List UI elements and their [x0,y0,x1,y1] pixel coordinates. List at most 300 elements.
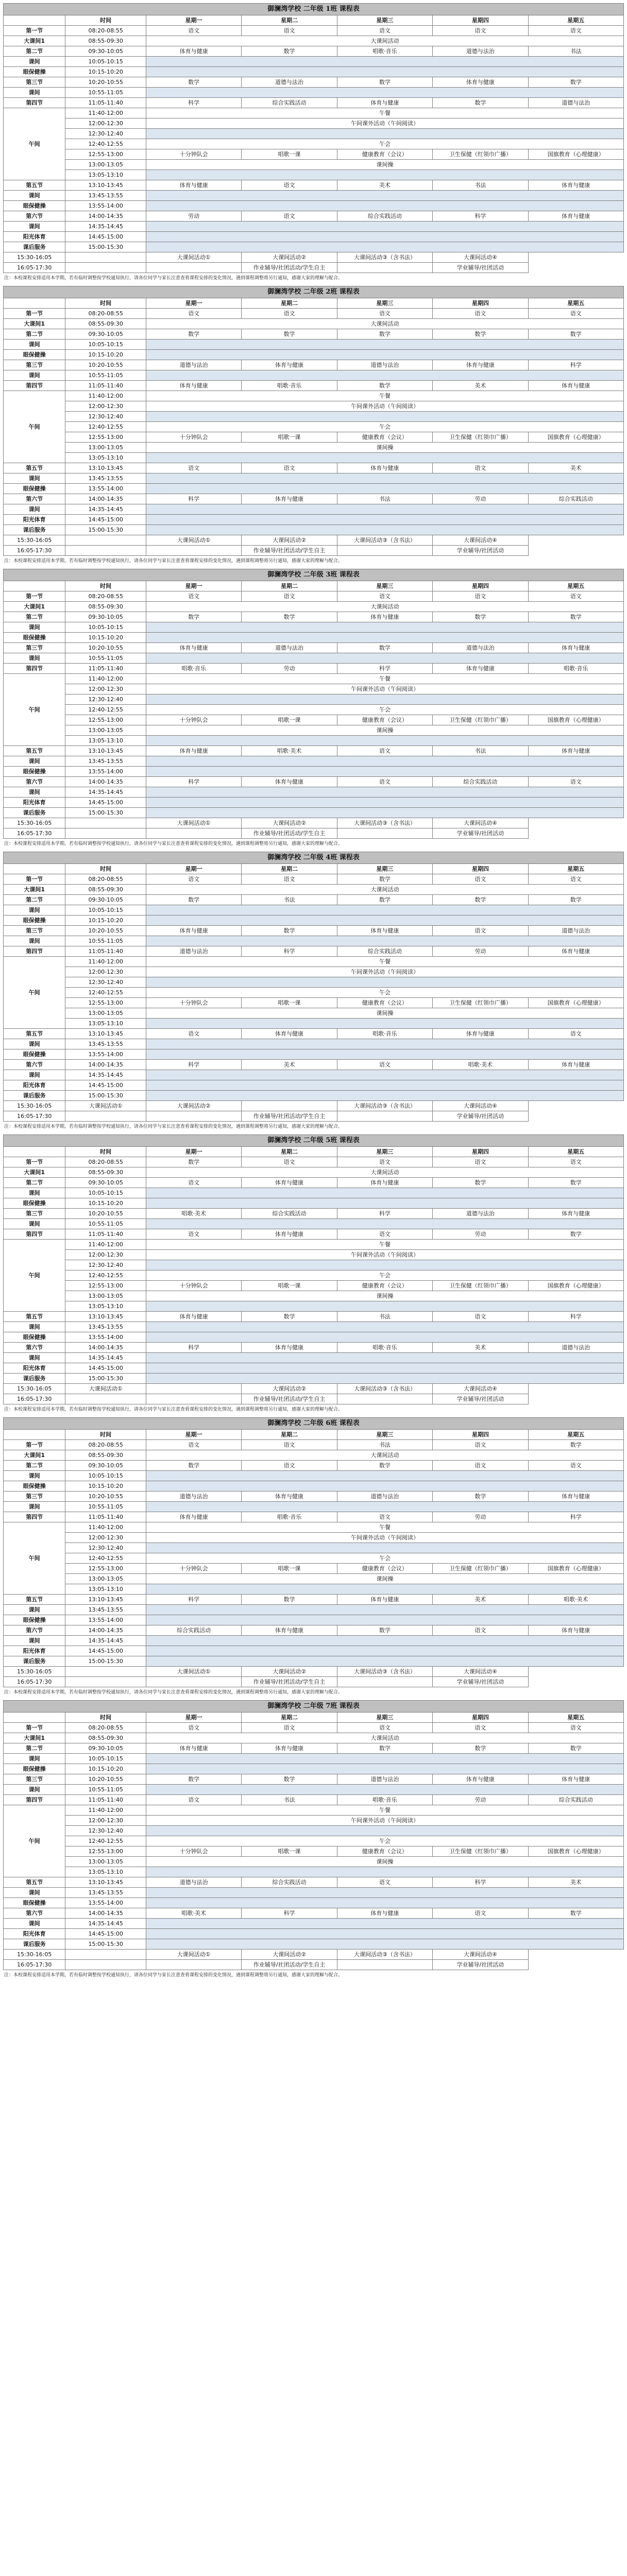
subject-cell-fri: 国旗教育（心理健康） [528,432,623,443]
timetable-grid [3,1417,624,1687]
period-time: 14:35-14:45 [65,1636,146,1646]
period-label: 第二节 [4,46,65,57]
subject-cell-wed: 数学 [337,381,432,391]
subject-cell-thu: 道德与法治 [433,643,528,653]
period-time: 13:00-13:05 [65,1574,146,1584]
period-time: 10:15-10:20 [65,1764,146,1774]
period-label: 课间 [4,222,65,232]
subject-cell-mon: 数学 [146,1774,241,1785]
period-label: 课间 [4,1219,65,1229]
header-time: 时间 [65,581,146,591]
class-timetable [3,3,624,281]
period-label: 眼保健操 [4,1481,65,1492]
merged-activity-cell: 课间操 [146,1008,623,1019]
title-row [4,1701,624,1713]
timetable-title: 御澜湾学校 二年级 7班 课程表 [4,1701,624,1713]
subject-cell-mon: 数学 [146,895,241,905]
class-timetable [3,1134,624,1412]
table-row [4,1091,624,1101]
period-time: 09:30-10:05 [65,895,146,905]
period-time: 11:05-11:40 [65,381,146,391]
subject-cell-thu: 卫生保健（红领巾广播） [433,998,528,1008]
merged-activity-cell: 午餐 [146,1805,623,1816]
table-row [4,1939,624,1950]
table-row [4,1008,624,1019]
break-band [146,1481,623,1492]
title-row [4,286,624,298]
subject-cell-tue [146,1111,241,1122]
period-time: 10:05-10:15 [65,1471,146,1481]
table-row [4,1625,624,1636]
period-time: 13:00-13:05 [65,725,146,736]
subject-cell-fri: 大课间活动④ [433,1667,528,1677]
period-time: 13:55-14:00 [65,767,146,777]
table-row [4,725,624,736]
period-label: 第三节 [4,926,65,936]
subject-cell-fri: 国旗教育（心理健康） [528,998,623,1008]
subject-cell-tue: 体育与健康 [242,1743,337,1754]
period-label: 阳光体育 [4,1646,65,1656]
table-row [4,443,624,453]
subject-cell-thu: 语文 [433,874,528,885]
table-row [4,88,624,98]
period-time: 14:35-14:45 [65,1070,146,1080]
period-time: 08:55-09:30 [65,1167,146,1178]
merged-activity-cell: 大课间活动 [146,1733,623,1743]
table-row [4,1877,624,1888]
period-time: 08:20-08:55 [65,309,146,319]
subject-cell-wed: 数学 [337,1625,432,1636]
break-band [146,1939,623,1950]
period-label: 大课间1 [4,319,65,329]
break-band [146,1584,623,1595]
subject-cell-mon: 语文 [146,1178,241,1188]
merged-activity-cell: 午间课外活动（午间阅读） [146,684,623,694]
period-time: 15:30-16:05 [4,535,65,546]
header-corner [4,298,65,309]
table-row [4,118,624,129]
table-row [4,1743,624,1754]
subject-cell-mon: 十分钟队会 [146,1564,241,1574]
subject-cell-fri: 综合实践活动 [528,494,623,504]
header-mon: 星期一 [146,864,241,874]
subject-cell-fri: 语文 [528,591,623,602]
table-row [4,1754,624,1764]
break-band [146,1898,623,1908]
table-row [4,1816,624,1826]
period-time: 12:30-12:40 [65,1543,146,1553]
subject-cell-wed: 语文 [337,1229,432,1240]
period-time: 14:35-14:45 [65,222,146,232]
subject-cell-mon: 体育与健康 [146,746,241,756]
period-time: 13:05-13:10 [65,453,146,463]
period-time: 12:00-12:30 [65,967,146,977]
period-time: 10:15-10:20 [65,1481,146,1492]
period-label: 课间 [4,340,65,350]
subject-cell-tue: 体育与健康 [242,1343,337,1353]
subject-cell-thu: 语文 [433,926,528,936]
period-time: 09:30-10:05 [65,329,146,340]
period-time: 13:55-14:00 [65,1332,146,1343]
table-row [4,591,624,602]
table-row [4,422,624,432]
subject-cell-tue: 数学 [242,926,337,936]
table-row [4,1826,624,1836]
period-label: 第三节 [4,1209,65,1219]
table-row [4,201,624,211]
subject-cell-mon: 十分钟队会 [146,432,241,443]
break-band [146,232,623,242]
period-time: 10:15-10:20 [65,916,146,926]
subject-cell-thu: 劳动 [433,494,528,504]
period-time: 15:30-16:05 [4,818,65,828]
merged-activity-cell: 午间课外活动（午间阅读） [146,1816,623,1826]
break-band [146,798,623,808]
period-label: 课间 [4,88,65,98]
table-row [4,643,624,653]
subject-cell-thu: 大课间活动③（含书法） [337,1101,432,1111]
header-corner [4,15,65,26]
subject-cell-wed: 作业辅导/社团活动/学生自主 [242,1960,337,1970]
merged-activity-cell: 大课间活动 [146,36,623,46]
period-label: 课后服务 [4,808,65,818]
subject-cell-tue: 唱歌一课 [242,1281,337,1291]
header-corner [4,1713,65,1723]
break-band [146,1091,623,1101]
table-row [4,1615,624,1625]
subject-cell-mon: 十分钟队会 [146,998,241,1008]
subject-cell-mon [65,263,146,273]
break-band [146,191,623,201]
table-row [4,1332,624,1343]
period-time: 11:40-12:00 [65,1805,146,1816]
period-label: 第六节 [4,211,65,222]
subject-cell-tue: 体育与健康 [242,360,337,370]
period-time: 16:05-17:30 [4,1677,65,1687]
table-row [4,36,624,46]
subject-cell-fri: 体育与健康 [528,1774,623,1785]
table-row [4,1553,624,1564]
table-row [4,360,624,370]
header-thu: 星期四 [433,1713,528,1723]
break-band [146,1646,623,1656]
subject-cell-wed: 体育与健康 [337,926,432,936]
table-row [4,1846,624,1857]
footer-note: 注：本校课程安排适用本学期，若有临时调整按学校通知执行，请各位同学与家长注意查看课程安排的变化情况，遇到课程调整将另行通知，感谢大家的理解与配合。 [4,1973,343,1978]
period-label: 第三节 [4,1774,65,1785]
period-label: 课间 [4,905,65,916]
table-row [4,412,624,422]
period-time: 13:10-13:45 [65,1029,146,1039]
period-label: 第二节 [4,895,65,905]
break-band [146,1471,623,1481]
break-band [146,1363,623,1374]
period-label: 课间 [4,370,65,381]
subject-cell-mon [65,1960,146,1970]
period-time: 14:45-15:00 [65,1929,146,1939]
period-time: 12:40-12:55 [65,988,146,998]
subject-cell-fri: 综合实践活动 [528,1795,623,1805]
period-time: 14:35-14:45 [65,1919,146,1929]
subject-cell-fri: 学业辅导/社团活动 [433,1960,528,1970]
merged-activity-cell: 课间操 [146,1291,623,1301]
period-label: 课后服务 [4,1656,65,1667]
merged-activity-cell: 课间操 [146,160,623,170]
table-row [4,705,624,715]
subject-cell-mon [65,1950,146,1960]
header-wed: 星期三 [337,1147,432,1157]
period-label: 第四节 [4,1795,65,1805]
subject-cell-fri: 道德与法治 [528,1343,623,1353]
table-row [4,1250,624,1260]
table-row [4,309,624,319]
period-time: 12:30-12:40 [65,412,146,422]
subject-cell-wed: 数学 [337,874,432,885]
period-label: 眼保健操 [4,767,65,777]
footer-note: 注：本校课程安排适用本学期，若有临时调整按学校通知执行，请各位同学与家长注意查看课程安排的变化情况，遇到课程调整将另行通知，感谢大家的理解与配合。 [4,841,343,846]
subject-cell-mon [65,1111,146,1122]
table-row [4,211,624,222]
subject-cell-tue: 语文 [242,591,337,602]
period-label: 第五节 [4,1877,65,1888]
subject-cell-tue [146,1960,241,1970]
period-time: 12:40-12:55 [65,422,146,432]
table-row [4,1584,624,1595]
subject-cell-wed: 语文 [337,26,432,36]
subject-cell-tue: 综合实践活动 [242,98,337,108]
break-band [146,67,623,77]
subject-cell-mon: 大课间活动① [65,1101,146,1111]
period-label: 第五节 [4,180,65,191]
subject-cell-mon: 唱歌·音乐 [146,664,241,674]
subject-cell-fri: 体育与健康 [528,211,623,222]
period-label: 第四节 [4,946,65,957]
subject-cell-fri: 学业辅导/社团活动 [433,263,528,273]
table-row [4,957,624,967]
period-time: 13:10-13:45 [65,463,146,473]
break-band [146,1754,623,1764]
subject-cell-mon: 十分钟队会 [146,149,241,160]
subject-cell-thu: 体育与健康 [433,360,528,370]
table-row [4,98,624,108]
subject-cell-wed: 大课间活动② [242,818,337,828]
header-tue: 星期二 [242,1430,337,1440]
period-time: 10:05-10:15 [65,57,146,67]
period-label: 午间 [4,1240,65,1312]
subject-cell-wed [242,1101,337,1111]
table-row [4,535,624,546]
period-time: 12:55-13:00 [65,715,146,725]
period-time: 11:40-12:00 [65,674,146,684]
merged-activity-cell: 午间课外活动（午间阅读） [146,1533,623,1543]
period-time: 10:15-10:20 [65,1198,146,1209]
period-label: 阳光体育 [4,798,65,808]
merged-activity-cell: 课间操 [146,725,623,736]
period-label: 午间 [4,957,65,1029]
subject-cell-wed: 语文 [337,1512,432,1522]
period-time: 12:40-12:55 [65,1270,146,1281]
subject-cell-tue: 体育与健康 [242,1178,337,1188]
subject-cell-thu: 数学 [433,329,528,340]
timetable-title: 御澜湾学校 二年级 4班 课程表 [4,852,624,864]
break-band [146,1039,623,1049]
period-time: 13:55-14:00 [65,1898,146,1908]
subject-cell-fri: 书法 [528,46,623,57]
subject-cell-tue: 体育与健康 [242,1229,337,1240]
subject-cell-thu: 科学 [433,1877,528,1888]
subject-cell-mon [65,818,146,828]
merged-activity-cell: 午间课外活动（午间阅读） [146,967,623,977]
header-fri: 星期五 [528,581,623,591]
table-row [4,1167,624,1178]
table-row [4,895,624,905]
period-label: 大课间1 [4,1450,65,1461]
subject-cell-thu: 大课间活动③（含书法） [337,818,432,828]
header-mon: 星期一 [146,15,241,26]
period-label: 课间 [4,57,65,67]
table-row [4,1656,624,1667]
subject-cell-fri: 大课间活动④ [433,1950,528,1960]
break-band [146,222,623,232]
merged-activity-cell: 午会 [146,1553,623,1564]
subject-cell-thu: 数学 [433,895,528,905]
subject-cell-wed: 大课间活动② [242,535,337,546]
merged-activity-cell: 午餐 [146,1240,623,1250]
subject-cell-mon: 语文 [146,1440,241,1450]
period-time: 15:00-15:30 [65,1091,146,1101]
subject-cell-wed: 健康教育（会议） [337,1564,432,1574]
subject-cell-wed: 健康教育（会议） [337,149,432,160]
subject-cell-tue [146,1394,241,1404]
subject-cell-mon: 道德与法治 [146,1877,241,1888]
period-time: 13:05-13:10 [65,1867,146,1877]
table-row [4,1157,624,1167]
subject-cell-fri: 美术 [528,1877,623,1888]
period-label: 第三节 [4,77,65,88]
table-row [4,77,624,88]
subject-cell-wed: 科学 [337,1209,432,1219]
subject-cell-thu: 大课间活动③（含书法） [337,1667,432,1677]
subject-cell-thu: 语文 [433,1908,528,1919]
subject-cell-mon: 体育与健康 [146,180,241,191]
subject-cell-tue: 唱歌·音乐 [242,1512,337,1522]
table-row [4,874,624,885]
header-mon: 星期一 [146,1713,241,1723]
break-band [146,170,623,180]
period-time: 09:30-10:05 [65,46,146,57]
subject-cell-mon: 大课间活动① [65,1384,146,1394]
period-time: 14:00-14:35 [65,1625,146,1636]
subject-cell-tue: 劳动 [242,664,337,674]
period-label: 午间 [4,108,65,180]
subject-cell-wed: 语文 [337,746,432,756]
table-row [4,746,624,756]
table-row [4,1533,624,1543]
subject-cell-fri: 学业辅导/社团活动 [433,1677,528,1687]
subject-cell-wed: 数学 [337,643,432,653]
footer-note: 注：本校课程安排适用本学期，若有临时调整按学校通知执行，请各位同学与家长注意查看课程安排的变化情况，遇到课程调整将另行通知，感谢大家的理解与配合。 [4,276,343,281]
period-label: 阳光体育 [4,1363,65,1374]
header-time: 时间 [65,1713,146,1723]
period-time: 08:20-08:55 [65,1157,146,1167]
period-time: 13:00-13:05 [65,1857,146,1867]
table-row [4,818,624,828]
subject-cell-mon: 体育与健康 [146,643,241,653]
subject-cell-thu: 语文 [433,1312,528,1322]
period-label: 第五节 [4,1312,65,1322]
class-timetable [3,852,624,1129]
period-label: 课间 [4,1039,65,1049]
subject-cell-mon: 语文 [146,26,241,36]
table-row [4,319,624,329]
break-band [146,1867,623,1877]
table-row [4,1733,624,1743]
subject-cell-mon: 体育与健康 [146,926,241,936]
period-label: 第二节 [4,1178,65,1188]
subject-cell-mon: 科学 [146,98,241,108]
subject-cell-tue [146,263,241,273]
subject-cell-thu: 体育与健康 [433,1029,528,1039]
period-label: 课间 [4,1605,65,1615]
header-wed: 星期三 [337,298,432,309]
header-wed: 星期三 [337,15,432,26]
period-label: 课间 [4,1785,65,1795]
subject-cell-thu: 数学 [433,1743,528,1754]
header-wed: 星期三 [337,1430,432,1440]
subject-cell-wed: 作业辅导/社团活动/学生自主 [242,1111,337,1122]
header-time: 时间 [65,1430,146,1440]
period-time: 13:55-14:00 [65,201,146,211]
subject-cell-tue: 语文 [242,180,337,191]
period-label: 课间 [4,504,65,515]
subject-cell-thu: 劳动 [433,946,528,957]
period-time: 16:05-17:30 [4,1394,65,1404]
subject-cell-fri: 科学 [528,1312,623,1322]
subject-cell-tue: 道德与法治 [242,77,337,88]
subject-cell-mon: 数学 [146,612,241,622]
subject-cell-mon [65,252,146,263]
period-label: 第一节 [4,874,65,885]
subject-cell-tue: 语文 [242,26,337,36]
subject-cell-wed: 语文 [337,1877,432,1888]
subject-cell-wed: 健康教育（会议） [337,1846,432,1857]
break-band [146,1929,623,1939]
period-time: 13:00-13:05 [65,160,146,170]
subject-cell-mon: 语文 [146,1723,241,1733]
subject-cell-thu: 唱歌·美术 [433,1060,528,1070]
table-row [4,1888,624,1898]
subject-cell-mon: 体育与健康 [146,381,241,391]
subject-cell-fri: 语文 [528,1157,623,1167]
table-row [4,653,624,664]
break-band [146,57,623,67]
break-band [146,1374,623,1384]
period-time: 08:20-08:55 [65,26,146,36]
period-time: 08:20-08:55 [65,1723,146,1733]
subject-cell-thu: 大课间活动③（含书法） [337,535,432,546]
period-time: 10:15-10:20 [65,350,146,360]
break-band [146,1919,623,1929]
period-time: 08:55-09:30 [65,319,146,329]
table-row [4,828,624,839]
period-time: 09:30-10:05 [65,1743,146,1754]
period-time: 14:45-15:00 [65,1363,146,1374]
period-time: 10:15-10:20 [65,633,146,643]
header-thu: 星期四 [433,298,528,309]
subject-cell-thu: 体育与健康 [433,1774,528,1785]
timetable-grid [3,286,624,556]
subject-cell-tue: 唱歌一课 [242,998,337,1008]
